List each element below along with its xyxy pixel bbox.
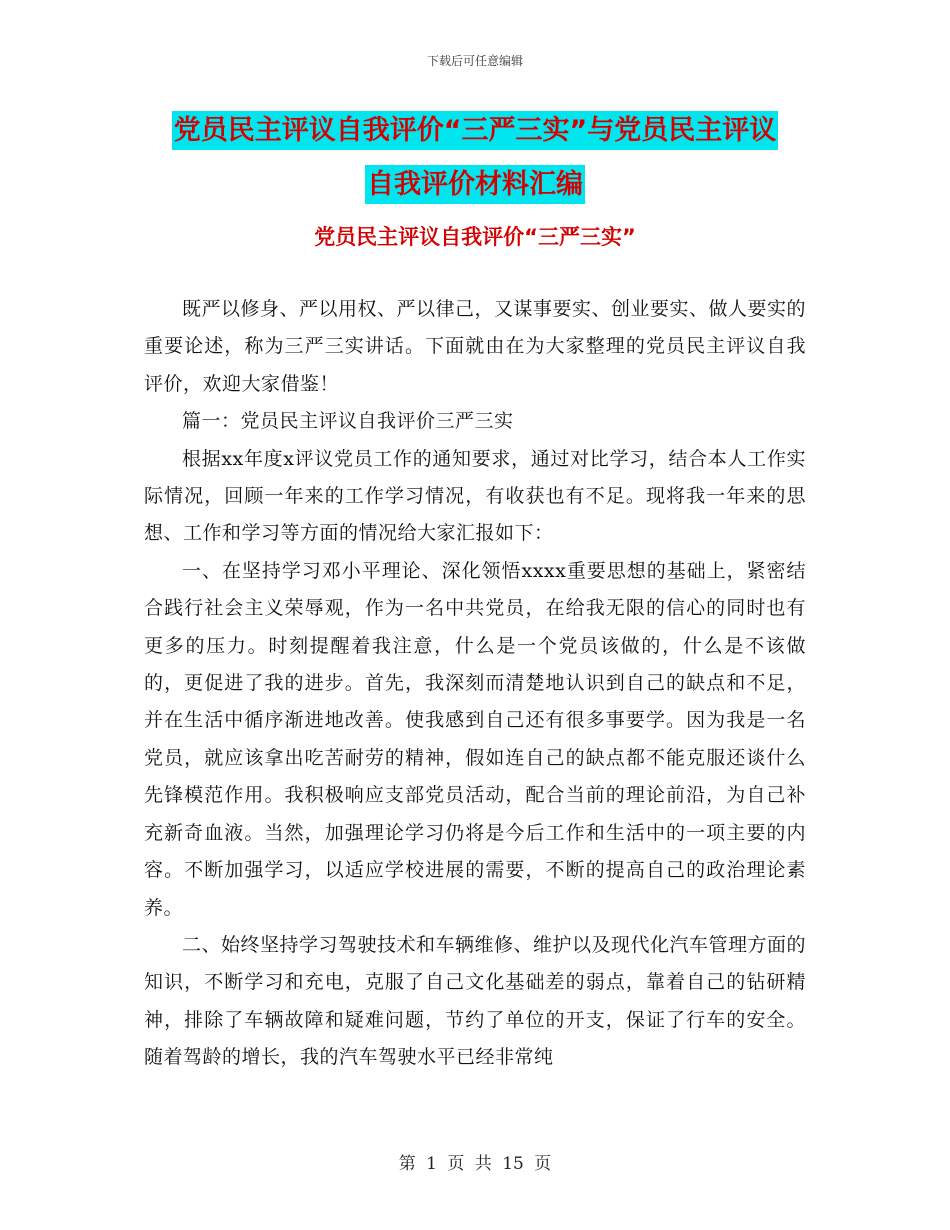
title-highlight-2: 自我评价材料汇编 [365,165,585,204]
body-paragraph: 一、在坚持学习邓小平理论、深化领悟xxxx重要思想的基础上，紧密结合践行社会主义荣辱观，作为一名中共党员，在给我无限的信心的同时也有更多的压力。时刻提醒着我注意，什么是一个党员该做的，什么是不该做的，更促进了我的进步。首先，我深刻而清楚地认识到自己的缺点和不足，并在生活中循序渐进地改善。使我感到自己还有很多事要学。因为我是一名党员，就应该拿出吃苦耐劳的精神，假如连自己的缺点都不能克服还谈什么先锋模范作用。我积极响应支部党员活动，配合当前的理论前沿，为自己补充新奇血液。当然，加强理论学习仍将是今后工作和生活中的一项主要的内容。不断加强学习，以适应学校进展的需要，不断的提高自己的政治理论素养。 [144,559,806,919]
document-body [144,291,806,1077]
document-title-line-1 [0,104,950,158]
body-paragraph: 既严以修身、严以用权、严以律己，又谋事要实、创业要实、做人要实的重要论述，称为三严三实讲话。下面就由在为大家整理的党员民主评议自我评价，欢迎大家借鉴！ [144,298,807,395]
page-header-note: 下载后可任意编辑 [426,54,523,68]
document-title-line-2 [0,158,950,212]
section-title: 党员民主评议自我评价“三严三实” [314,225,636,249]
body-paragraph: 二、始终坚持学习驾驶技术和车辆维修、维护以及现代化汽车管理方面的知识，不断学习和充电，克服了自己文化基础差的弱点，靠着自己的钻研精神，排除了车辆故障和疑难问题，节约了单位的开支，保证了行车的安全。随着驾龄的增长，我的汽车驾驶水平已经非常纯 [144,933,807,1069]
title-highlight-1: 党员民主评议自我评价“三严三实”与党员民主评议 [172,111,779,150]
page-number: 第 1 页 共 15 页 [398,1154,552,1174]
body-paragraph: 篇一：党员民主评议自我评价三严三实 [182,410,514,433]
document-title [0,104,950,212]
body-paragraph: 根据xx年度x评议党员工作的通知要求，通过对比学习，结合本人工作实际情况，回顾一年来的工作学习情况，有收获也有不足。现将我一年来的思想、工作和学习等方面的情况给大家汇报如下： [144,447,806,545]
